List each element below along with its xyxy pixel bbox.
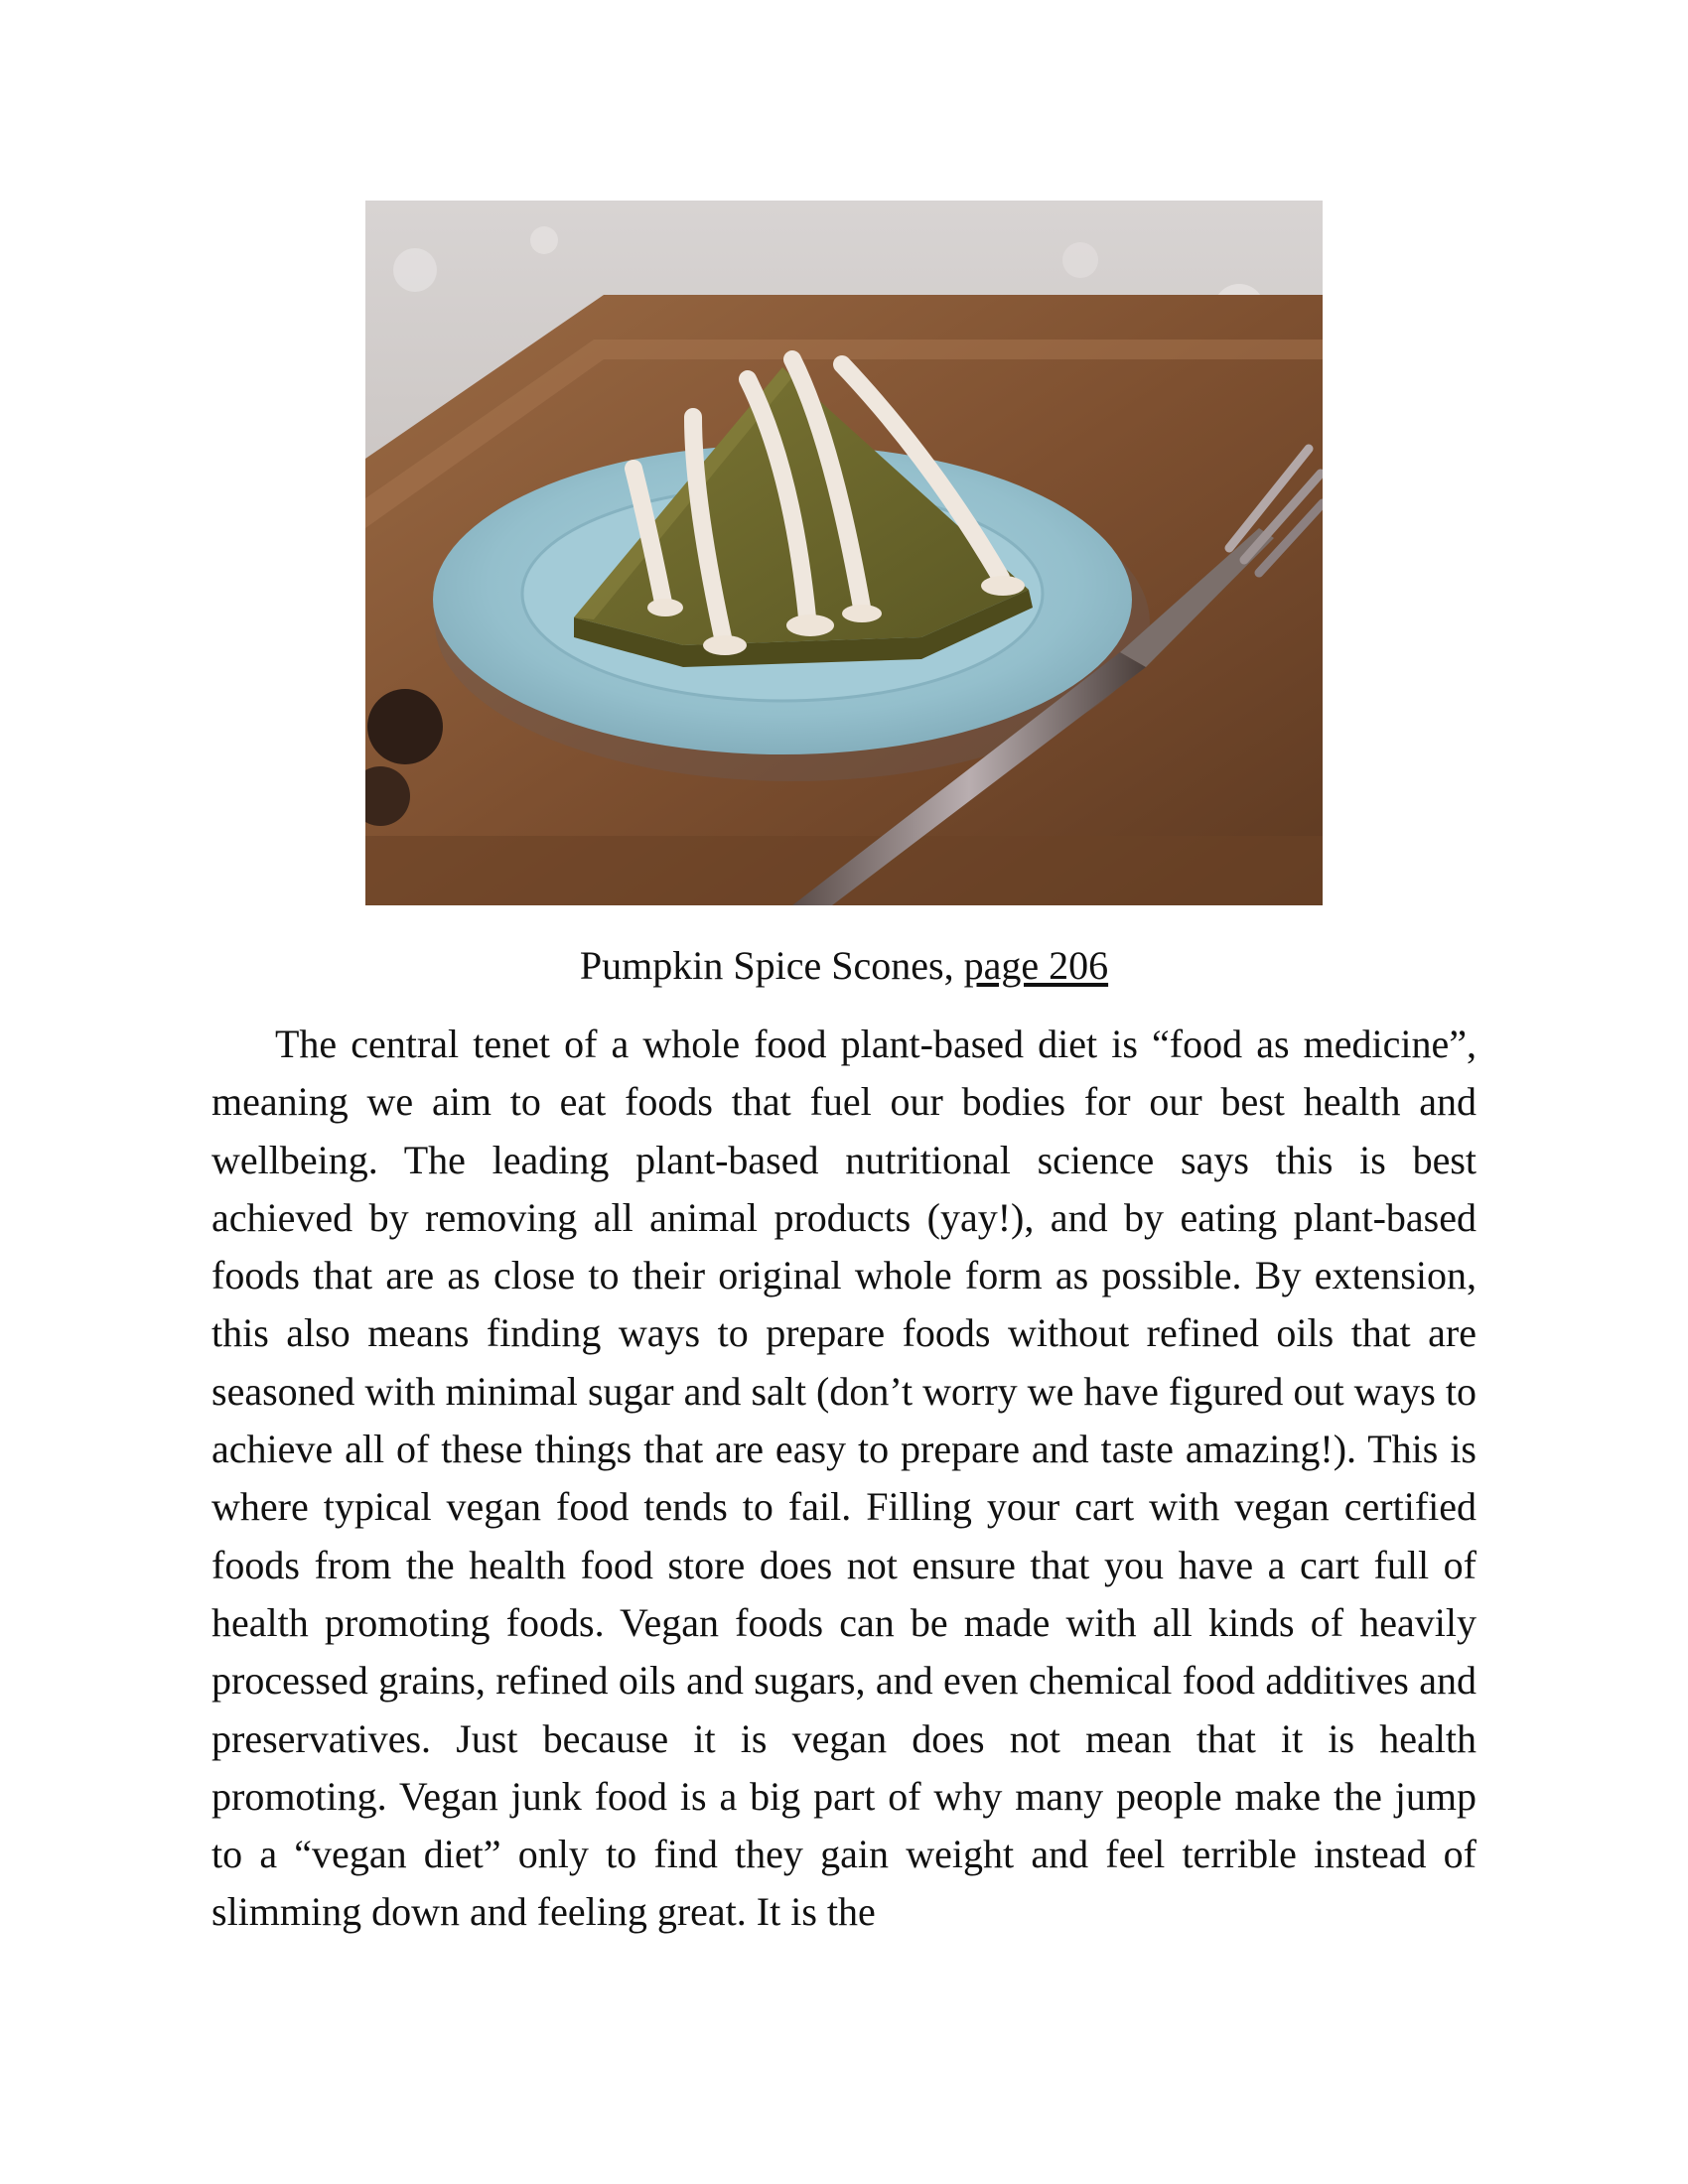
figure-caption [0,938,1688,994]
body-paragraph: The central tenet of a whole food plant-based diet is “food as medicine”, meaning we aim to eat foods that fuel our bodies for our best health and wellbeing. The leading plant-based nutritional science says this is best achieved by removing all animal products (yay!), and by eating plant-based foods that are as close to their original whole form as possible. By extension, this also means finding ways to prepare foods without refined oils that are seasoned with minimal sugar and salt (don’t worry we have figured out ways to achieve all of these things that are easy to prepare and taste amazing!). This is where typical vegan food tends to fail. Filling your cart with vegan certified foods from the health food store does not ensure that you have a cart full of health promoting foods. Vegan foods can be made with all kinds of heavily processed grains, refined oils and sugars, and even chemical food additives and preservatives. Just because it is vegan does not mean that it is health promoting. Vegan junk food is a big part of why many people make the jump to a “vegan diet” only to find they gain weight and feel terrible instead of slimming down and feeling great. It is the [211,1022,1477,1935]
scone-photo [365,201,1323,905]
caption-page-link[interactable]: page 206 [963,943,1109,988]
scone-photo-illustration [365,201,1323,905]
caption-title: Pumpkin Spice Scones, [579,943,964,988]
